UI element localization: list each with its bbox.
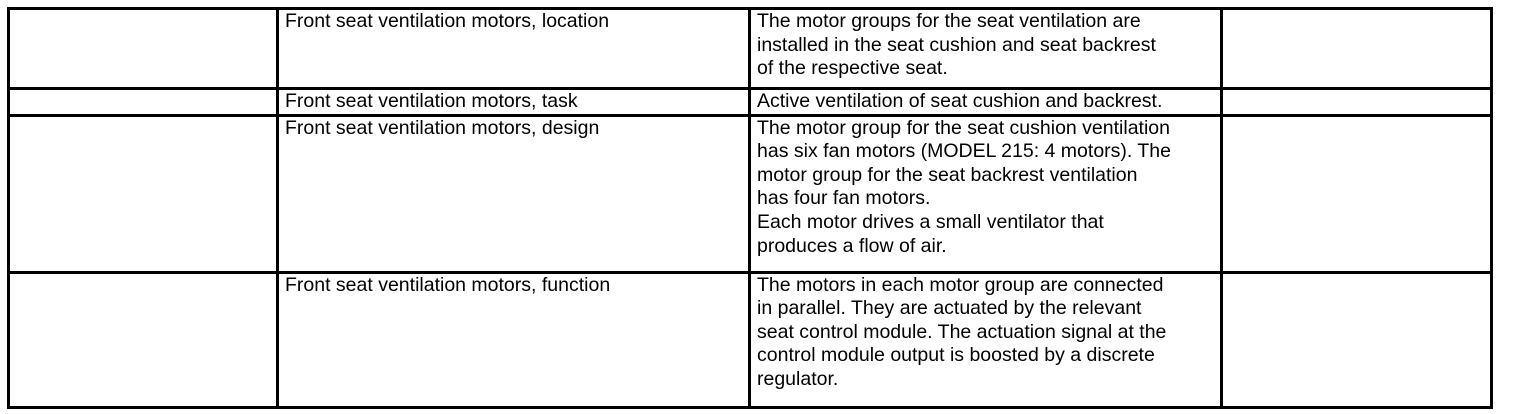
empty-cell [1222, 9, 1492, 89]
component-cell: Front seat ventilation motors, task [278, 89, 750, 116]
empty-cell [1222, 272, 1492, 407]
component-cell: Front seat ventilation motors, design [278, 115, 750, 272]
table-row [9, 272, 1492, 407]
component-cell: Front seat ventilation motors, function [278, 272, 750, 407]
description-cell: The motors in each motor group are connected in parallel. They are actuated by the relevant seat control module. The actuation signal at the control module output is boosted by a discrete regulator. [750, 272, 1222, 407]
document-table [7, 7, 1493, 409]
empty-cell [9, 9, 278, 89]
empty-cell [9, 89, 278, 116]
table-row [9, 115, 1492, 272]
description-cell: Active ventilation of seat cushion and backrest. [750, 89, 1222, 116]
component-cell: Front seat ventilation motors, location [278, 9, 750, 89]
table-row [9, 89, 1492, 116]
description-cell: The motor groups for the seat ventilation are installed in the seat cushion and seat backrest of the respective seat. [750, 9, 1222, 89]
description-cell: The motor group for the seat cushion ventilation has six fan motors (MODEL 215: 4 motors). The motor group for the seat backrest ventilation has four fan motors. Each motor drives a small ventilator that produces a flow of air. [750, 115, 1222, 272]
empty-cell [9, 272, 278, 407]
empty-cell [9, 115, 278, 272]
empty-cell [1222, 89, 1492, 116]
empty-cell [1222, 115, 1492, 272]
table-row [9, 9, 1492, 89]
